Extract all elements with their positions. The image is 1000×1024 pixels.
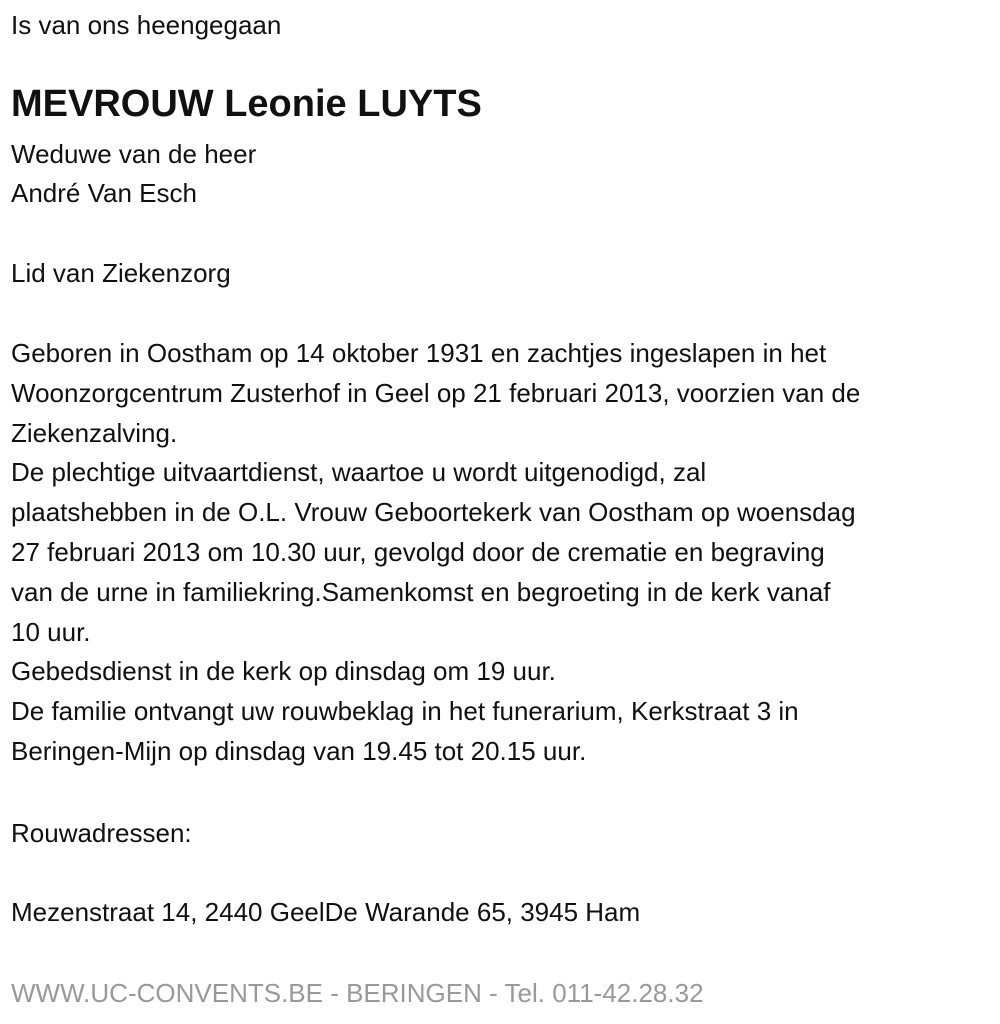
body-line: Gebedsdienst in de kerk op dinsdag om 19 uur.	[11, 656, 556, 687]
body-line: 27 februari 2013 om 10.30 uur, gevolgd door de crematie en begraving	[11, 537, 825, 567]
body-line: De familie ontvangt uw rouwbeklag in het funerarium, Kerkstraat 3 in	[11, 696, 799, 727]
body-line: Ziekenzalving.	[11, 417, 178, 448]
body-line: plaatshebben in de O.L. Vrouw Geboortekerk van Oostham op woensdag	[11, 497, 856, 528]
deceased-name: MEVROUW Leonie LUYTS	[11, 83, 482, 125]
addresses-text: Mezenstraat 14, 2440 GeelDe Warande 65, 3945 Ham	[11, 897, 641, 927]
body-line: Beringen-Mijn op dinsdag van 19.45 tot 20.15 uur.	[11, 736, 587, 766]
spouse-name: André Van Esch	[11, 178, 197, 208]
body-line: 10 uur.	[11, 616, 91, 647]
body-line: Geboren in Oostham op 14 oktober 1931 en zachtjes ingeslapen in het	[11, 338, 827, 368]
body-line: De plechtige uitvaartdienst, waartoe u wordt uitgenodigd, zal	[11, 457, 707, 488]
body-line: Woonzorgcentrum Zusterhof in Geel op 21 februari 2013, voorzien van de	[11, 377, 861, 408]
intro-text: Is van ons heengegaan	[11, 10, 282, 40]
addresses-label: Rouwadressen:	[11, 818, 192, 848]
footer-text: WWW.UC-CONVENTS.BE - BERINGEN - Tel. 011-42.28.32	[11, 978, 704, 1008]
body-line: van de urne in familiekring.Samenkomst en begroeting in de kerk vanaf	[11, 576, 831, 607]
spouse-line: Weduwe van de heer	[11, 139, 257, 169]
membership-text: Lid van Ziekenzorg	[11, 258, 231, 288]
